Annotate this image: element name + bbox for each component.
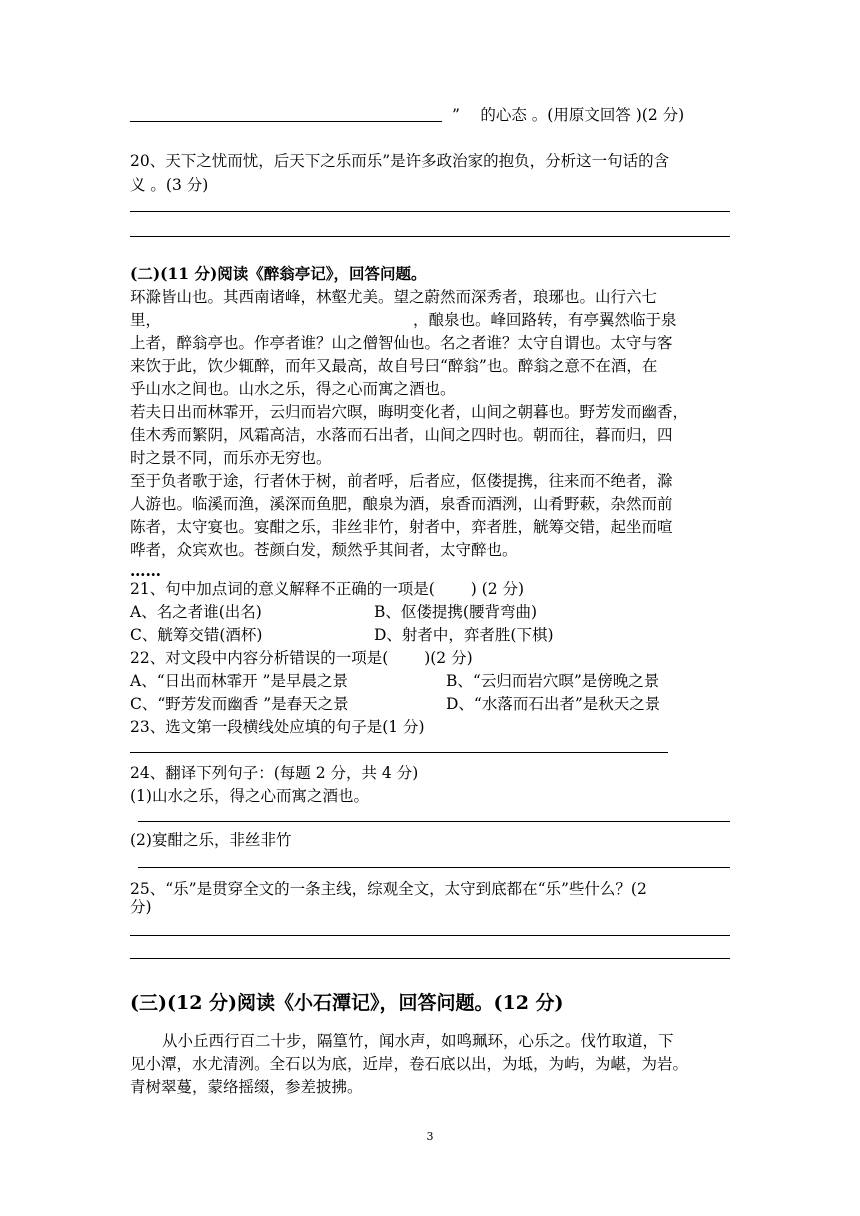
answer-line[interactable] xyxy=(130,752,668,753)
passage-line: 陈者，太守宴也。宴酣之乐，非丝非竹，射者中，弈者胜，觥筹交错，起坐而喧 xyxy=(130,518,673,536)
q25-stem-line2: 分) xyxy=(130,898,152,916)
section2-heading: (二)(11 分)阅读《醉翁亭记》，回答问题。 xyxy=(130,264,427,283)
passage-line: 哗者，众宾欢也。苍颜白发，颓然乎其间者，太守醉也。 xyxy=(130,541,518,559)
section3-heading: (三)(12 分)阅读《小石潭记》，回答问题。(12 分) xyxy=(130,992,564,1014)
passage-line: 从小丘西行百二十步，隔篁竹，闻水声，如鸣珮环，心乐之。伐竹取道，下 xyxy=(162,1032,674,1050)
q20-stem-line2: 义 。(3 分) xyxy=(130,176,209,194)
q24-sentence-2: (2)宴酣之乐，非丝非竹 xyxy=(130,831,292,849)
ellipsis: …… xyxy=(130,561,161,580)
passage-fragment: 里， xyxy=(130,311,162,329)
passage-line: 见小潭，水尤清洌。全石以为底，近岸，卷石底以出，为坻，为屿，为嵁，为岩。 xyxy=(130,1055,689,1073)
q23-stem: 23、选文第一段横线处应填的句子是(1 分) xyxy=(130,718,425,736)
q24-sentence-1: (1)山水之乐，得之心而寓之酒也。 xyxy=(130,787,369,805)
passage-fragment: ，酿泉也。峰回路转，有亭翼然临于泉 xyxy=(413,311,677,329)
answer-line[interactable] xyxy=(130,236,730,237)
passage-line: 来饮于此，饮少辄醉，而年又最高，故自号曰“醉翁”也。醉翁之意不在酒，在 xyxy=(130,357,658,375)
passage-line: 环滁皆山也。其西南诸峰，林壑尤美。望之蔚然而深秀者，琅琊也。山行六七 xyxy=(130,288,658,306)
answer-line[interactable] xyxy=(130,121,442,122)
passage-line: 若夫日出而林霏开，云归而岩穴暝，晦明变化者，山间之朝暮也。野芳发而幽香， xyxy=(130,403,689,421)
q22-option-d[interactable]: D、“水落而石出者”是秋天之景 xyxy=(446,695,661,713)
q21-option-c[interactable]: C、觥筹交错(酒杯) xyxy=(130,626,263,644)
q20-stem-line1: 20、天下之忧而忧，后天下之乐而乐”是许多政治家的抱负，分析这一句话的含 xyxy=(130,152,670,170)
passage-line: 乎山水之间也。山水之乐，得之心而寓之酒也。 xyxy=(130,380,456,398)
passage-line: 青树翠蔓，蒙络摇缀，参差披拂。 xyxy=(130,1078,363,1096)
q22-option-b[interactable]: B、“云归而岩穴暝”是傍晚之景 xyxy=(446,672,660,690)
q22-option-a[interactable]: A、“日出而林霏开 ”是早晨之景 xyxy=(130,672,348,690)
answer-line[interactable] xyxy=(138,867,730,868)
q24-stem: 24、翻译下列句子：(每题 2 分，共 4 分) xyxy=(130,764,419,782)
answer-line[interactable] xyxy=(130,958,730,959)
q21-option-b[interactable]: B、伛偻提携(腰背弯曲) xyxy=(374,603,537,621)
answer-line[interactable] xyxy=(130,935,730,936)
q19-tail: ” 的心态 。(用原文回答 )(2 分) xyxy=(452,106,685,124)
passage-line: 佳木秀而繁阴，风霜高洁，水落而石出者，山间之四时也。朝而往，暮而归，四 xyxy=(130,426,673,444)
q25-stem-line1: 25、“乐”是贯穿全文的一条主线，综观全文，太守到底都在“乐”些什么？(2 xyxy=(130,880,647,898)
page-number: 3 xyxy=(426,1130,434,1143)
passage-line: 时之景不同，而乐亦无穷也。 xyxy=(130,449,332,467)
q21-option-a[interactable]: A、名之者谁(出名) xyxy=(130,603,262,621)
answer-line[interactable] xyxy=(130,211,730,212)
q22-option-c[interactable]: C、“野芳发而幽香 ”是春天之景 xyxy=(130,695,349,713)
passage-line: 人游也。临溪而渔，溪深而鱼肥，酿泉为酒，泉香而酒洌，山肴野蔌，杂然而前 xyxy=(130,495,673,513)
passage-line: 上者，醉翁亭也。作亭者谁？山之僧智仙也。名之者谁？太守自谓也。太守与客 xyxy=(130,334,673,352)
passage-line xyxy=(130,309,677,331)
q21-option-d[interactable]: D、射者中，弈者胜(下棋) xyxy=(374,626,554,644)
passage-line: 至于负者歌于途，行者休于树，前者呼，后者应，伛偻提携，往来而不绝者，滁 xyxy=(130,472,673,490)
q22-stem: 22、对文段中内容分析错误的一项是( )(2 分) xyxy=(130,649,473,667)
answer-line[interactable] xyxy=(138,821,730,822)
q21-stem: 21、句中加点词的意义解释不正确的一项是( ) (2 分) xyxy=(130,580,525,598)
